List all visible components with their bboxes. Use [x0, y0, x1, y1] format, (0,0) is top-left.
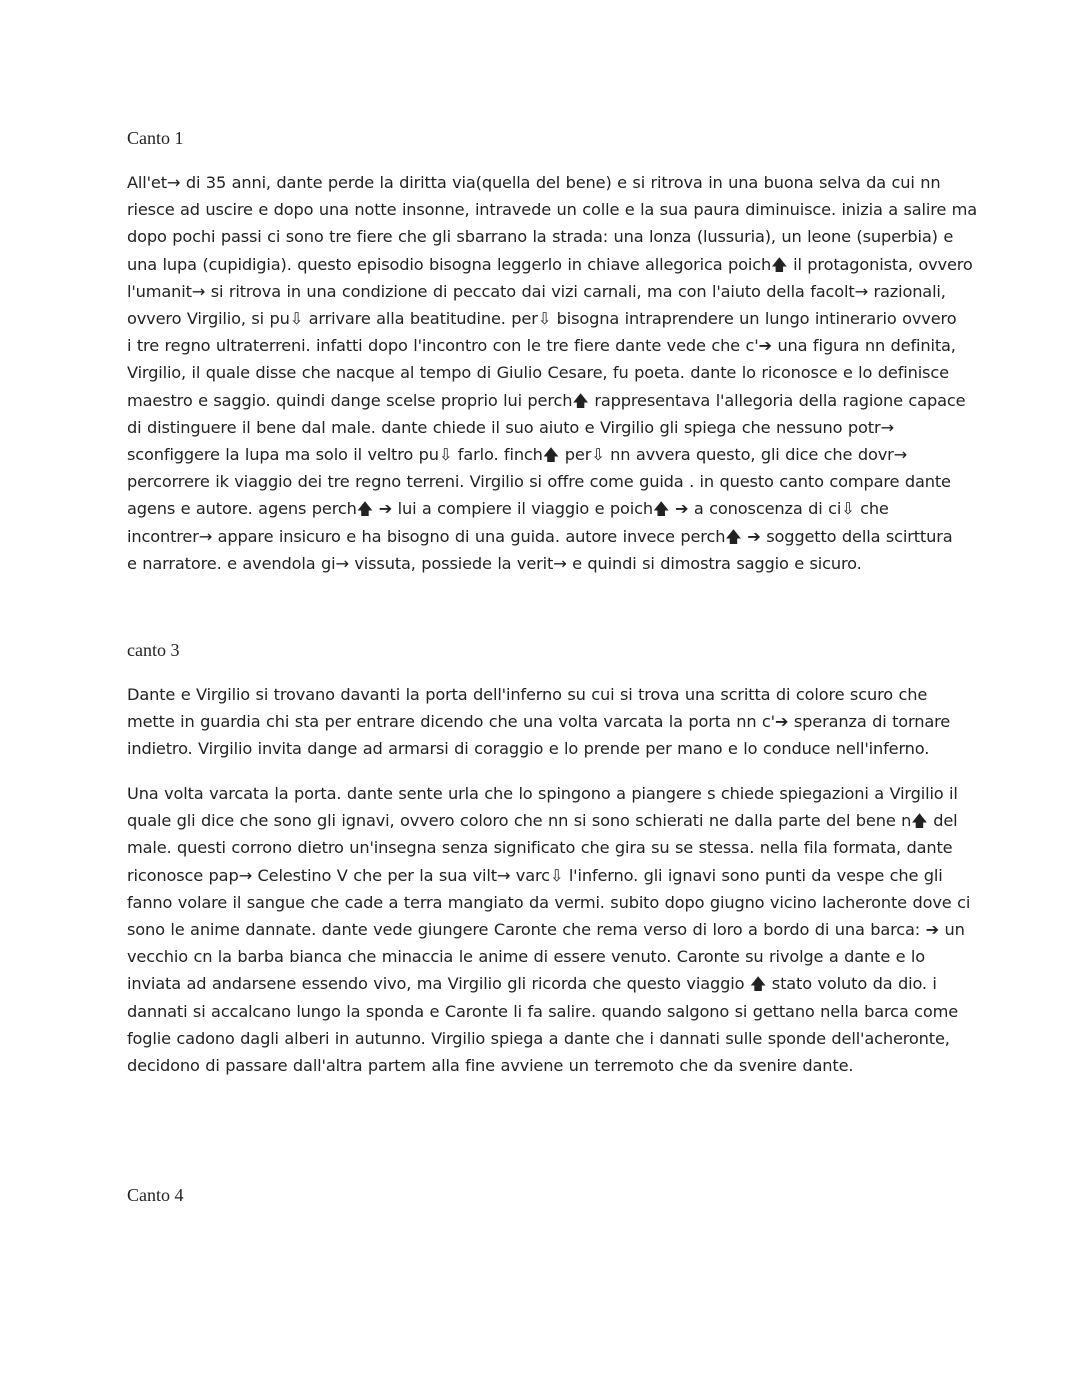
- text-line: maestro e saggio. quindi dange scelse proprio lui perch🡅 rappresentava l'allegoria della ragione capace: [127, 390, 966, 410]
- paragraph-canto-1: [127, 169, 978, 577]
- text-line: indietro. Virgilio invita dange ad armarsi di coraggio e lo prende per mano e lo conduce nell'inferno.: [127, 739, 930, 759]
- text-line: ovvero Virgilio, si pu⇩ arrivare alla beatitudine. per⇩ bisogna intraprendere un lungo intinerario ovvero: [127, 309, 957, 329]
- section-title-canto-1: Canto 1: [127, 128, 184, 148]
- section-title-canto-3: canto 3: [127, 640, 180, 660]
- text-line: riconosce pap→ Celestino V che per la sua vilt→ varc⇩ l'inferno. gli ignavi sono punti da vespe che gli: [127, 865, 943, 885]
- text-line: dannati si accalcano lungo la sponda e Caronte li fa salire. quando salgono si gettano nella barca come: [127, 1001, 959, 1021]
- text-line: una lupa (cupidigia). questo episodio bisogna leggerlo in chiave allegorica poich🡅 il protagonista, ovvero: [127, 254, 973, 274]
- text-line: Virgilio, il quale disse che nacque al tempo di Giulio Cesare, fu poeta. dante lo riconosce e lo definisce: [127, 363, 949, 383]
- text-line: decidono di passare dall'altra partem alla fine avviene un terremoto che da svenire dante.: [127, 1056, 854, 1076]
- text-line: male. questi corrono dietro un'insegna senza significato che gira su se stessa. nella fila formata, dante: [127, 838, 953, 858]
- text-line: vecchio cn la barba bianca che minaccia le anime di essere venuto. Caronte su rivolge a dante e lo: [127, 947, 926, 967]
- text-line: di distinguere il bene dal male. dante chiede il suo aiuto e Virgilio gli spiega che nessuno potr→: [127, 417, 894, 437]
- text-line: agens e autore. agens perch🡅 ➔ lui a compiere il viaggio e poich🡅 ➔ a conoscenza di ci⇩ che: [127, 499, 889, 519]
- text-line: dopo pochi passi ci sono tre fiere che gli sbarrano la strada: una lonza (lussuria), un leone (superbia) e: [127, 227, 954, 247]
- text-line: quale gli dice che sono gli ignavi, ovvero coloro che nn si sono schierati ne dalla parte del bene n🡅 del: [127, 811, 958, 831]
- text-line: riesce ad uscire e dopo una notte insonne, intravede un colle e la sua paura diminuisce. inizia a salire ma: [127, 200, 978, 220]
- text-line: Dante e Virgilio si trovano davanti la porta dell'inferno su cui si trova una scritta di colore scuro che: [127, 685, 928, 704]
- text-line: l'umanit→ si ritrova in una condizione di peccato dai vizi carnali, ma con l'aiuto della facolt→ razionali,: [127, 281, 946, 301]
- text-line: sono le anime dannate. dante vede giungere Caronte che rema verso di loro a bordo di una barca: ➔ un: [127, 920, 965, 940]
- paragraph-canto-3-intro: [127, 681, 957, 763]
- text-line: i tre regno ultraterreni. infatti dopo l'incontro con le tre fiere dante vede che c'➔ una figura nn definita,: [127, 336, 956, 356]
- text-line: fanno volare il sangue che cade a terra mangiato da vermi. subito dopo giugno vicino lacheronte dove ci: [127, 892, 971, 912]
- text-line: percorrere ik viaggio dei tre regno terreni. Virgilio si offre come guida . in questo canto compare dante: [127, 472, 951, 492]
- text-line: foglie cadono dagli alberi in autunno. Virgilio spiega a dante che i dannati sulle sponde dell'acheronte,: [127, 1028, 950, 1048]
- text-line: sconfiggere la lupa ma solo il veltro pu⇩ farlo. finch🡅 per⇩ nn avvera questo, gli dice che dovr→: [127, 445, 908, 465]
- text-line: e narratore. e avendola gi→ vissuta, possiede la verit→ e quindi si dimostra saggio e sicuro.: [127, 553, 862, 573]
- paragraph-canto-3-body: [127, 780, 971, 1079]
- section-title-canto-4: Canto 4: [127, 1185, 184, 1205]
- text-line: All'et→ di 35 anni, dante perde la diritta via(quella del bene) e si ritrova in una buona selva da cui nn: [127, 173, 941, 192]
- text-line: incontrer→ appare insicuro e ha bisogno di una guida. autore invece perch🡅 ➔ soggetto della scirttura: [127, 526, 953, 546]
- text-line: mette in guardia chi sta per entrare dicendo che una volta varcata la porta nn c'➔ speranza di tornare: [127, 712, 951, 732]
- text-line: inviata ad andarsene essendo vivo, ma Virgilio gli ricorda che questo viaggio 🡅 stato voluto da dio. i: [127, 974, 937, 994]
- text-line: Una volta varcata la porta. dante sente urla che lo spingono a piangere s chiede spiegazioni a Virgilio il: [127, 784, 958, 803]
